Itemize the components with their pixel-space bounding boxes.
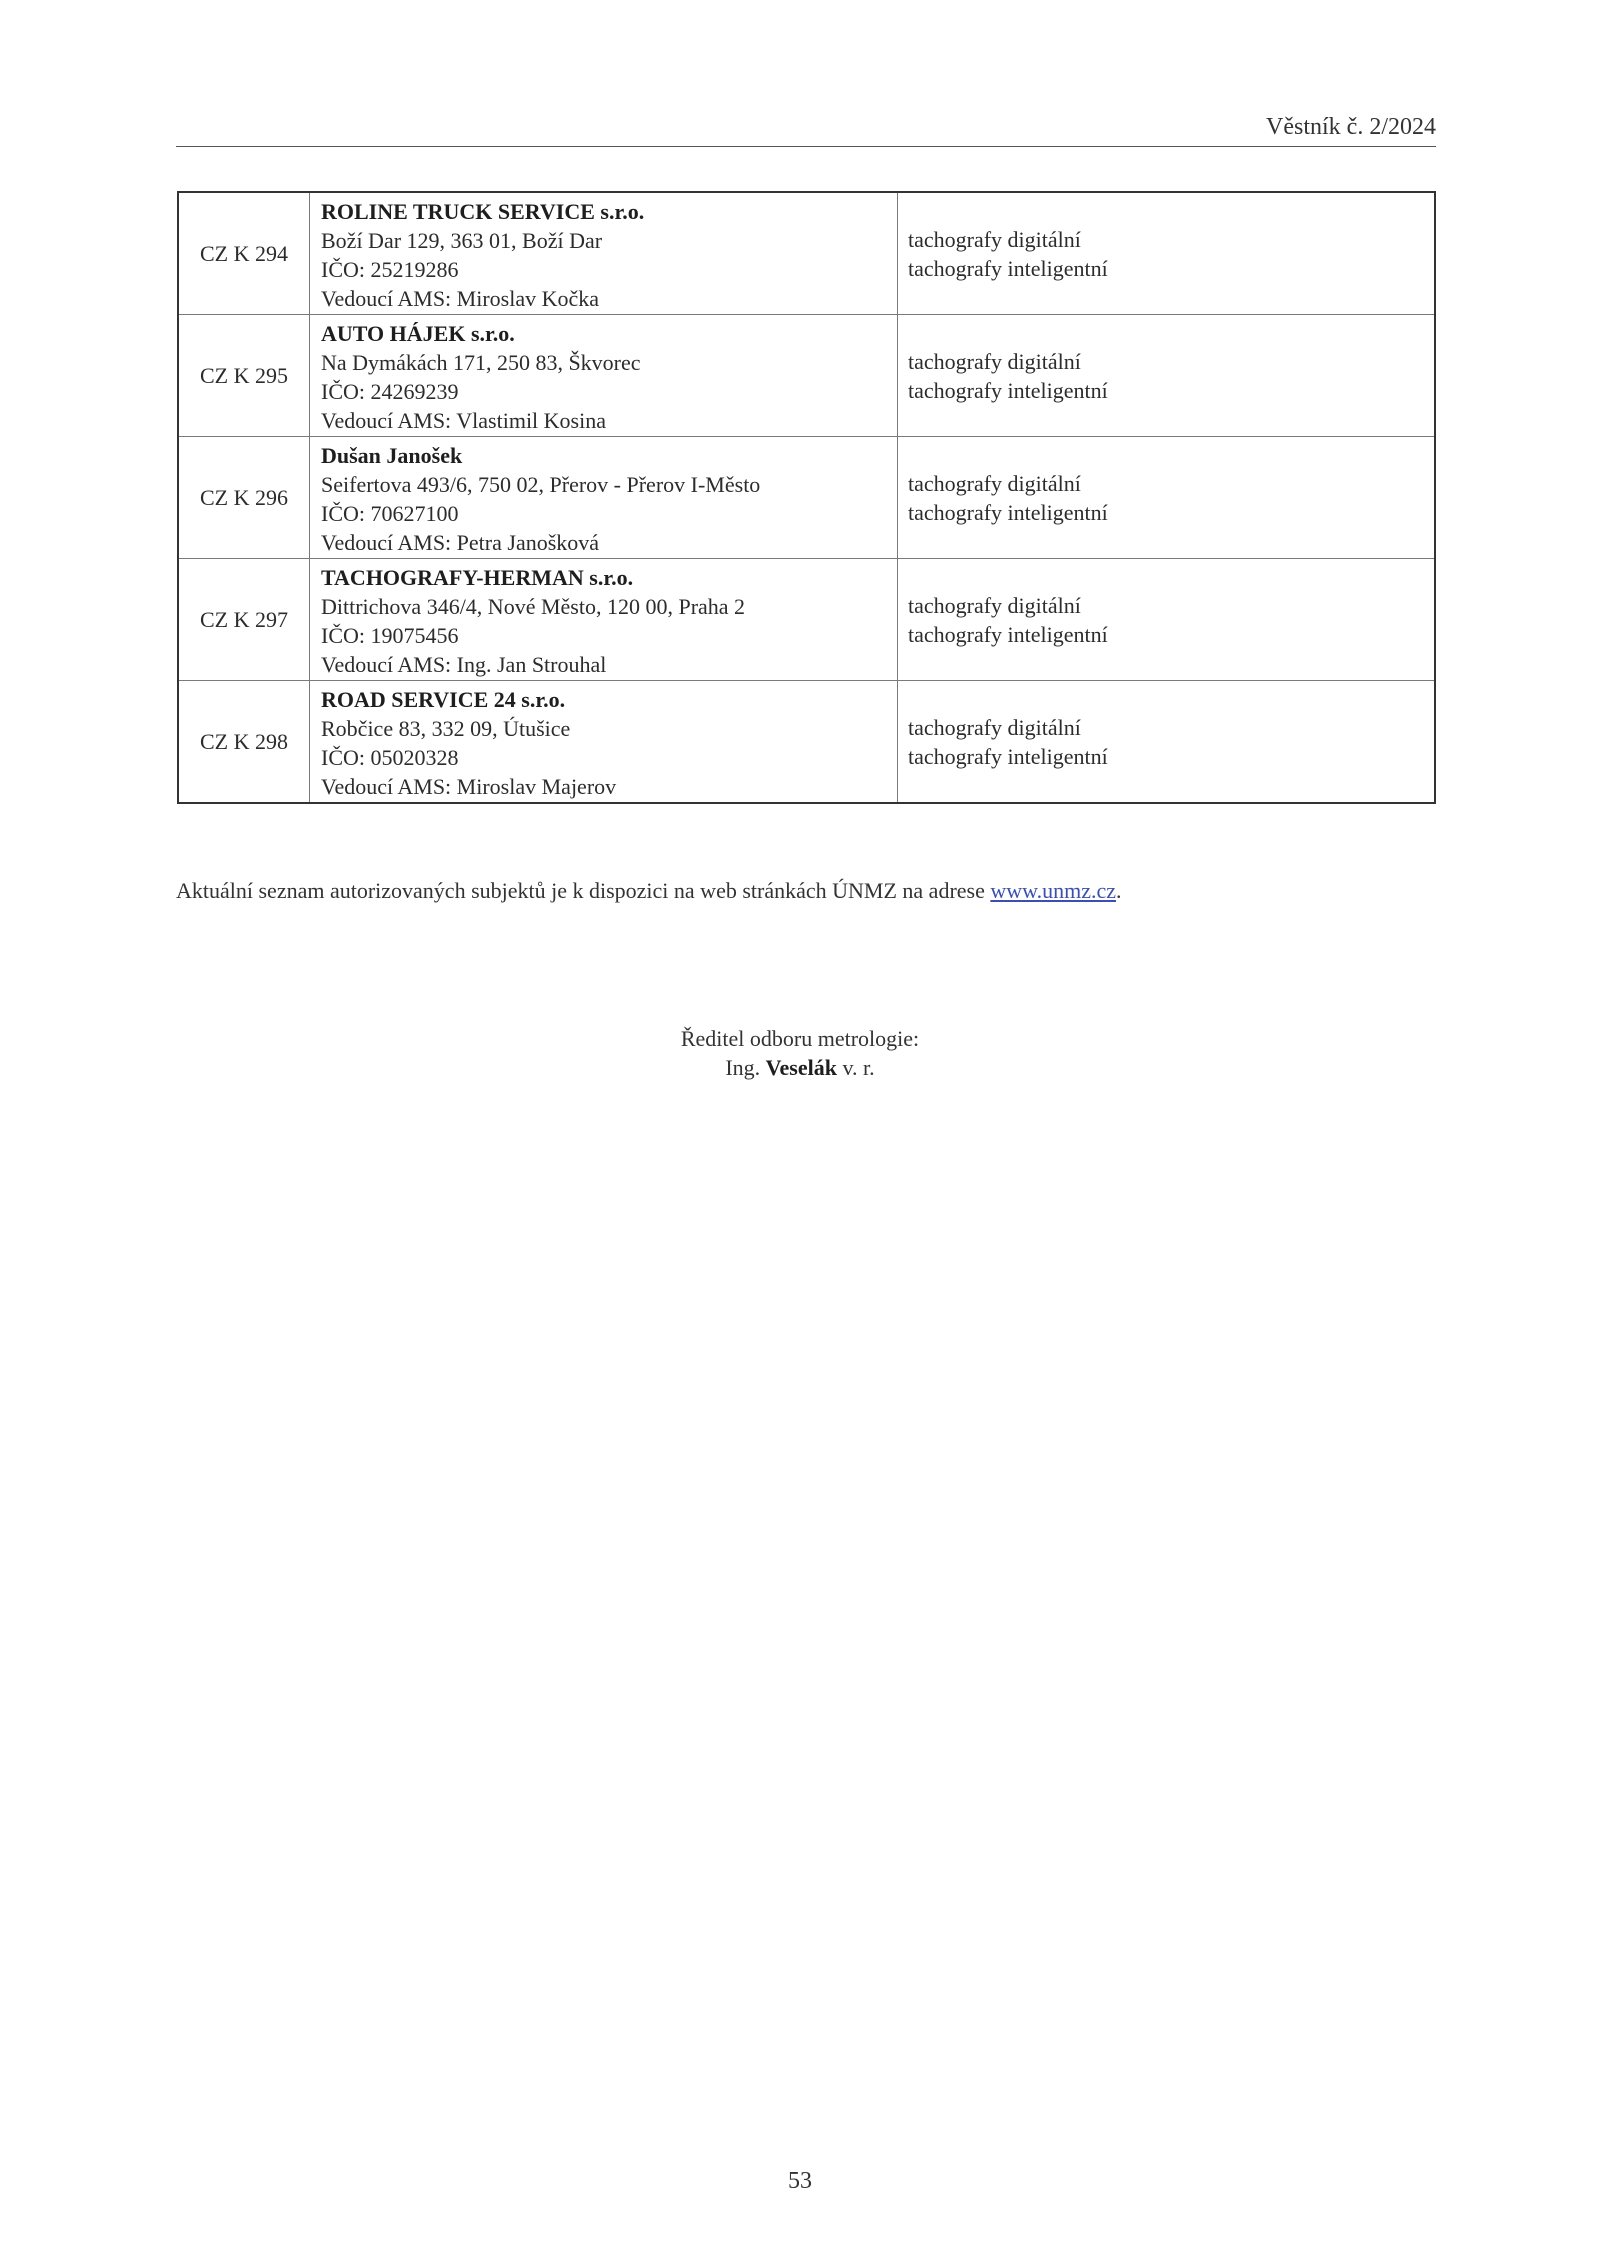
subject-details [310, 315, 898, 437]
note-text: Aktuální seznam autorizovaných subjektů je k dispozici na web stránkách ÚNMZ na adrese [176, 878, 991, 903]
category-item: tachografy digitální [908, 714, 1081, 740]
category-item: tachografy inteligentní [908, 377, 1108, 403]
subject-name: TACHOGRAFY-HERMAN s.r.o. [321, 565, 634, 590]
subject-head: Vedoucí AMS: Petra Janošková [321, 530, 600, 555]
subject-address: Seifertova 493/6, 750 02, Přerov - Přerov I-Město [321, 472, 761, 497]
subject-address: Robčice 83, 332 09, Útušice [321, 716, 571, 741]
category-item: tachografy inteligentní [908, 743, 1108, 769]
note-end: . [1116, 878, 1122, 903]
page-number: 53 [788, 2168, 812, 2194]
signature-suffix: v. r. [836, 1055, 875, 1080]
subject-head: Vedoucí AMS: Ing. Jan Strouhal [321, 652, 607, 677]
table-row [178, 315, 1435, 437]
subject-address: Boží Dar 129, 363 01, Boží Dar [321, 228, 603, 253]
table-row [178, 437, 1435, 559]
subject-name: AUTO HÁJEK s.r.o. [321, 321, 515, 346]
subject-categories [898, 192, 1436, 315]
category-item: tachografy inteligentní [908, 499, 1108, 525]
subject-ico: IČO: 05020328 [321, 745, 459, 770]
subject-name: Dušan Janošek [321, 443, 463, 468]
subject-ico: IČO: 19075456 [321, 623, 459, 648]
signature-surname: Veselák [765, 1055, 837, 1080]
category-item: tachografy digitální [908, 348, 1081, 374]
table-row [178, 559, 1435, 681]
subject-code: CZ K 296 [178, 437, 310, 559]
subject-ico: IČO: 24269239 [321, 379, 459, 404]
subject-code: CZ K 295 [178, 315, 310, 437]
authorized-subjects-table [177, 191, 1436, 804]
category-item: tachografy digitální [908, 226, 1081, 252]
availability-note [176, 876, 1122, 906]
table-row [178, 192, 1435, 315]
category-item: tachografy digitální [908, 592, 1081, 618]
signature-prefix: Ing. [725, 1055, 766, 1080]
subject-code: CZ K 294 [178, 192, 310, 315]
signature-block [0, 1024, 1600, 1082]
subject-name: ROLINE TRUCK SERVICE s.r.o. [321, 199, 645, 224]
subject-details [310, 437, 898, 559]
page-header-title: Věstník č. 2/2024 [1266, 114, 1436, 140]
category-item: tachografy inteligentní [908, 255, 1108, 281]
header-rule [176, 146, 1436, 147]
subject-code: CZ K 297 [178, 559, 310, 681]
subject-categories [898, 559, 1436, 681]
subject-address: Dittrichova 346/4, Nové Město, 120 00, Praha 2 [321, 594, 746, 619]
subject-code: CZ K 298 [178, 681, 310, 804]
subject-name: ROAD SERVICE 24 s.r.o. [321, 687, 566, 712]
subject-categories [898, 681, 1436, 804]
category-item: tachografy digitální [908, 470, 1081, 496]
subject-details [310, 559, 898, 681]
signature-role: Ředitel odboru metrologie: [680, 1026, 920, 1051]
subject-head: Vedoucí AMS: Vlastimil Kosina [321, 408, 606, 433]
signature-name [0, 1053, 1600, 1082]
subject-categories [898, 315, 1436, 437]
subject-details [310, 192, 898, 315]
subject-head: Vedoucí AMS: Miroslav Kočka [321, 286, 600, 311]
subject-ico: IČO: 70627100 [321, 501, 459, 526]
unmz-link[interactable]: www.unmz.cz [990, 878, 1116, 903]
subject-ico: IČO: 25219286 [321, 257, 459, 282]
subject-details [310, 681, 898, 804]
category-item: tachografy inteligentní [908, 621, 1108, 647]
subject-categories [898, 437, 1436, 559]
subject-head: Vedoucí AMS: Miroslav Majerov [321, 774, 617, 799]
table-row [178, 681, 1435, 804]
subject-address: Na Dymákách 171, 250 83, Škvorec [321, 350, 641, 375]
